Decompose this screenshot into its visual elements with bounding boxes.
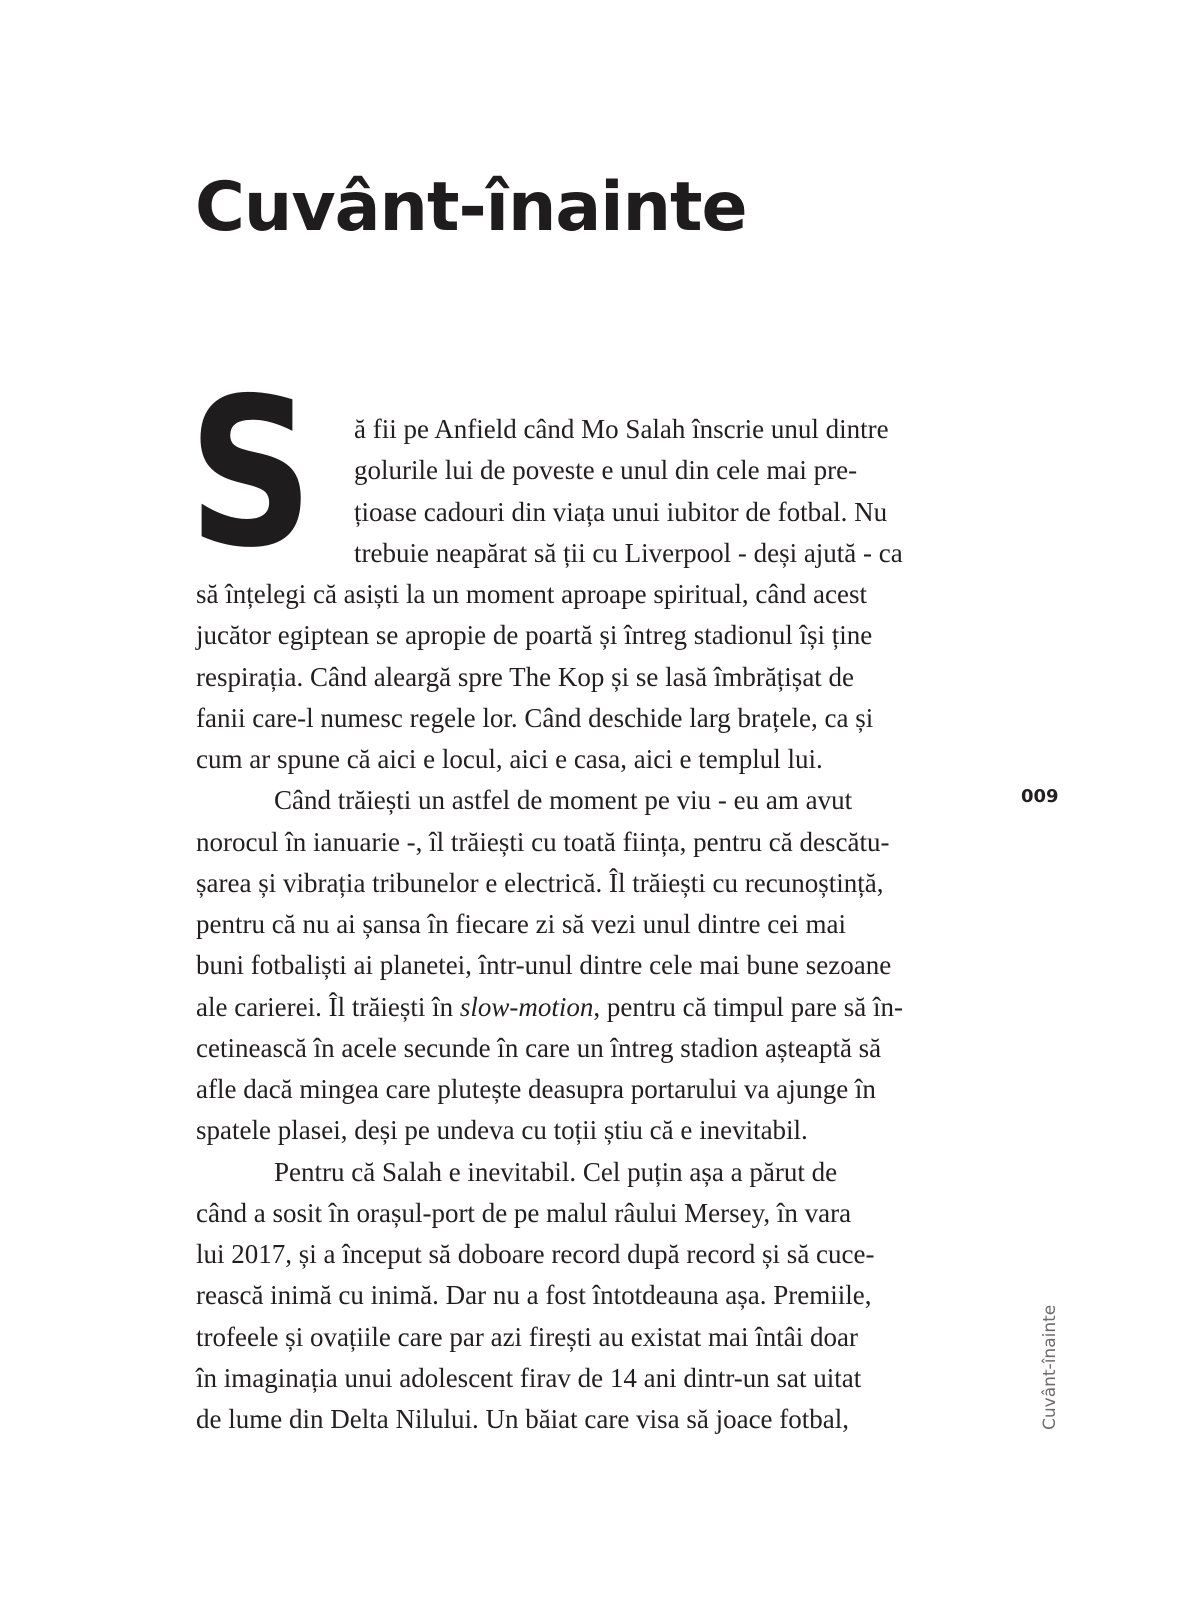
drop-cap: S [188, 355, 314, 593]
text-line [196, 1399, 849, 1440]
line-text: respirația. Când aleargă spre The Kop și se lasă îmbrățișat de [196, 661, 855, 692]
line-text: pentru că nu ai șansa în fiecare zi să vezi unul dintre cei mai [196, 909, 846, 939]
line-text: ale carierei. Îl trăiești în [196, 991, 460, 1022]
line-text: trebuie neapărat să ții cu Liverpool - deși ajută - ca [354, 537, 903, 568]
text-line [196, 987, 903, 1028]
line-text: în imaginația unui adolescent firav de 14 ani dintr-un sat uitat [196, 1362, 862, 1393]
line-text: cum ar spune că aici e locul, aici e casa, aici e templul lui. [196, 744, 823, 774]
chapter-title: Cuvânt-înainte [195, 168, 747, 247]
text-line [196, 1193, 851, 1234]
line-text: afle dacă mingea care plutește deasupra portarului va ajunge în [196, 1074, 876, 1104]
italic-phrase: slow-motion [459, 991, 594, 1022]
text-line [196, 945, 891, 986]
text-line [196, 1110, 808, 1151]
text-line [196, 1234, 875, 1275]
text-line [196, 1317, 858, 1358]
line-text: cetinească în acele secunde în care un întreg stadion așteaptă să [196, 1032, 882, 1063]
text-line [196, 698, 873, 739]
line-text: fanii care-l numesc regele lor. Când deschide larg brațele, ca și [196, 702, 874, 733]
text-line [196, 1028, 881, 1069]
text-line [196, 904, 846, 945]
line-text: buni fotbaliști ai planetei, într-unul dintre cele mai bune sezoane [196, 950, 892, 981]
text-line [354, 533, 903, 574]
text-line [196, 863, 883, 904]
line-text: când a sosit în orașul-port de pe malul râului Mersey, în vara [196, 1197, 852, 1228]
text-line [196, 615, 872, 656]
text-line [354, 409, 889, 450]
line-text: ă fii pe Anfield când Mo Salah înscrie unul dintre [354, 414, 889, 444]
line-text: de lume din Delta Nilului. Un băiat care visa să joace fotbal, [196, 1404, 850, 1434]
line-text: , pentru că timpul pare să în- [593, 991, 904, 1022]
text-line [196, 1358, 861, 1399]
line-text: norocul în ianuarie -, îl trăiești cu toată ființa, pentru că descătu- [196, 826, 890, 857]
line-text: spatele plasei, deși pe undeva cu toții știu că e inevitabil. [196, 1115, 808, 1146]
text-line [196, 822, 889, 863]
line-text: Când trăiești un astfel de moment pe viu - eu am avut [274, 785, 853, 816]
line-text: țioase cadouri din viața unui iubitor de fotbal. Nu [354, 496, 888, 527]
text-line [196, 739, 823, 780]
text-line [354, 450, 857, 491]
text-line [354, 492, 887, 533]
text-line [196, 1069, 876, 1110]
text-line [274, 1152, 837, 1193]
line-text: jucător egiptean se apropie de poartă și întreg stadionul își ține [196, 620, 873, 651]
line-text: trofeele și ovațiile care par azi firești au existat mai întâi doar [196, 1321, 858, 1352]
page-number: 009 [1021, 786, 1059, 807]
line-text: golurile lui de poveste e unul din cele mai pre- [354, 455, 858, 486]
line-text: șarea și vibrația tribunelor e electrică. Îl trăiești cu recunoștință, [196, 867, 884, 898]
text-line [196, 574, 867, 615]
line-text: Pentru că Salah e inevitabil. Cel puțin așa a părut de [274, 1156, 838, 1187]
running-head: Cuvânt-înainte [1040, 1304, 1060, 1430]
text-line [274, 780, 852, 821]
text-line [196, 1275, 872, 1316]
line-text: rească inimă cu inimă. Dar nu a fost întotdeauna așa. Premiile, [196, 1280, 872, 1311]
text-line [196, 657, 854, 698]
line-text: să înțelegi că asiști la un moment aproape spiritual, când acest [196, 579, 868, 609]
line-text: lui 2017, și a început să doboare record după record și să cuce- [196, 1239, 875, 1269]
